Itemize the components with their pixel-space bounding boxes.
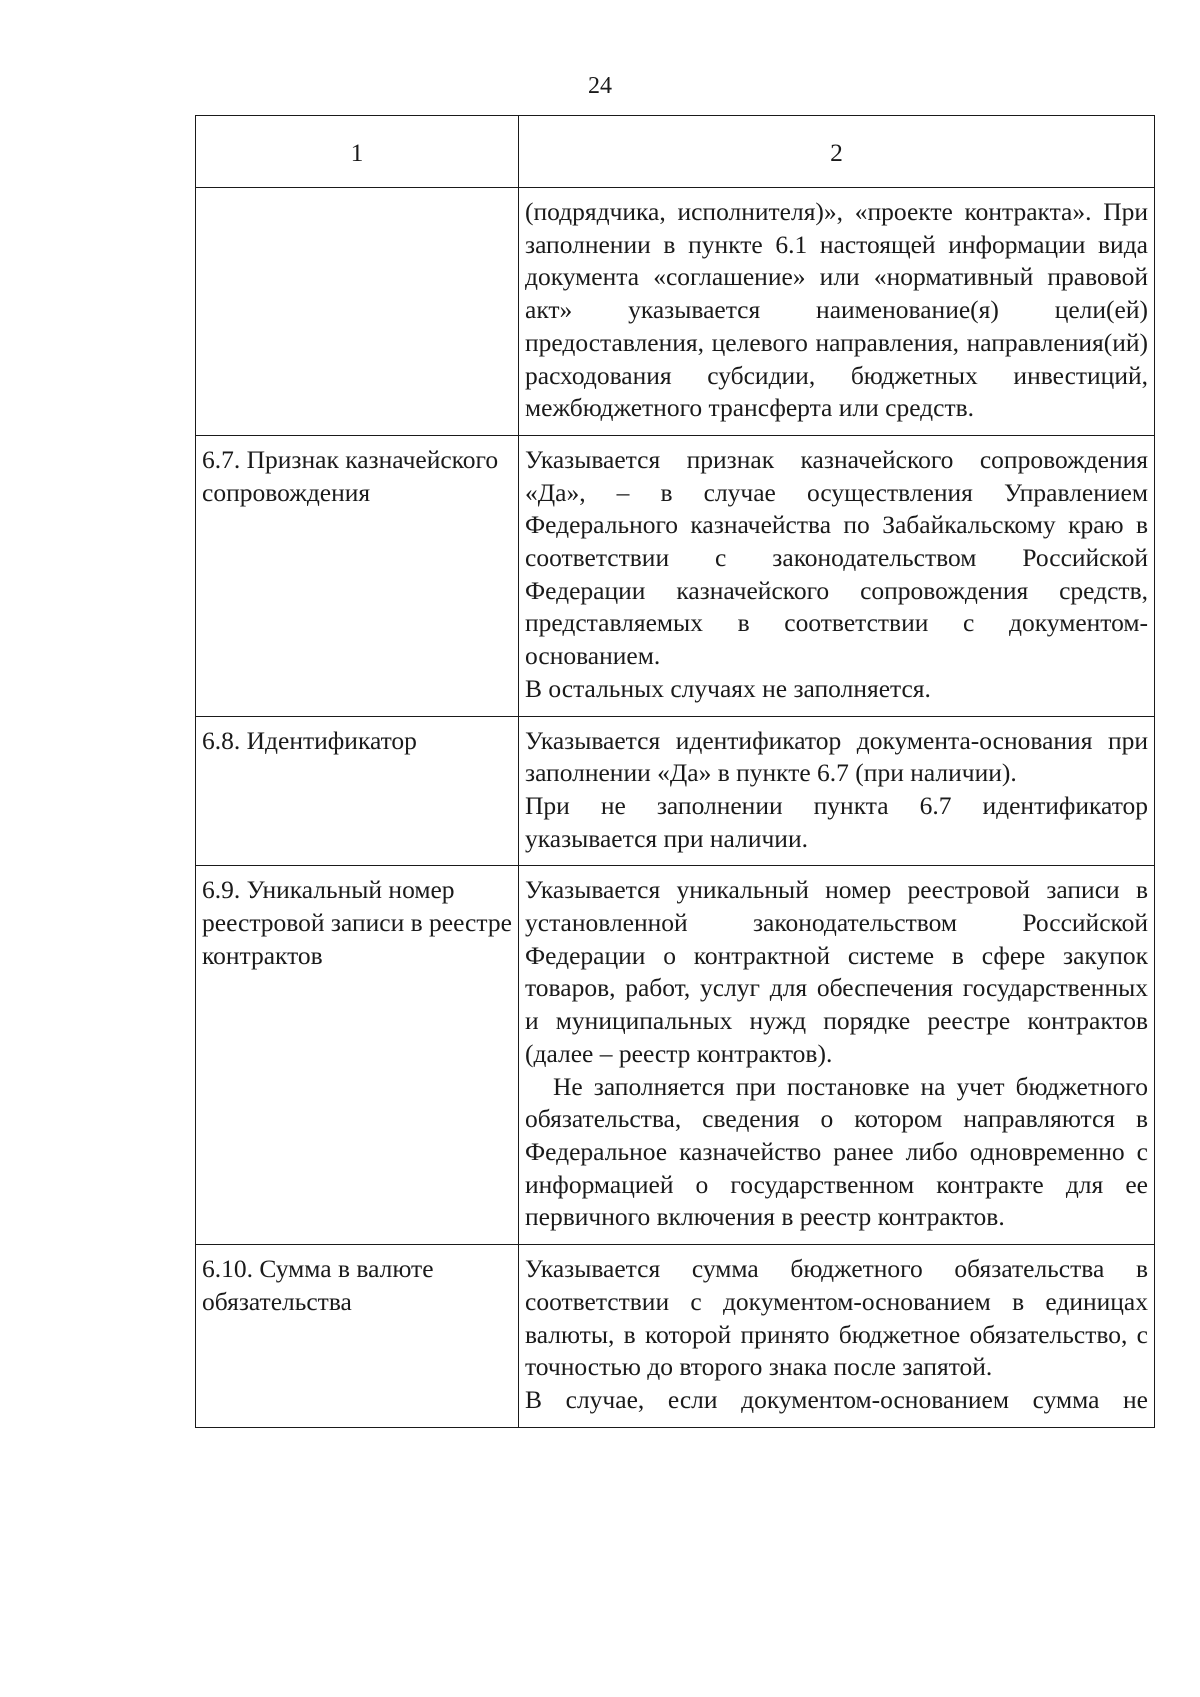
description-paragraph: (подрядчика, исполнителя)», «проекте контракта». При заполнении в пункте 6.1 настоящей информации вида документа «соглашение» или «нормативный правовой акт» указывается наименование(я) цели(ей) предоставления, целевого направления, направления(ий) расходования субсидии, бюджетных инвестиций, межбюджетного трансферта или средств. (525, 197, 1148, 423)
description-paragraph: В случае, если документом-основанием сумма не (525, 1384, 1148, 1414)
row-label: 6.7. Признак казначейского сопровождения (196, 435, 519, 716)
table-row (196, 716, 1155, 866)
row-description (519, 435, 1155, 716)
row-label: 6.8. Идентификатор (196, 716, 519, 866)
row-label: 6.9. Уникальный номер реестровой записи в реестре контрактов (196, 866, 519, 1245)
description-paragraph: Указывается идентификатор документа-основания при заполнении «Да» в пункте 6.7 (при наличии). (525, 725, 1148, 788)
column-header-1: 1 (196, 116, 519, 188)
row-description (519, 1245, 1155, 1428)
description-paragraph: Указывается сумма бюджетного обязательства в соответствии с документом-основанием в единицах валюты, в которой принято бюджетное обязательство, с точностью до второго знака после запятой. (525, 1254, 1148, 1382)
description-paragraph: Не заполняется при постановке на учет бюджетного обязательства, сведения о котором направляются в Федеральное казначейство ранее либо одновременно с информацией о государственном контракте для ее первичного включения в реестр контрактов. (525, 1071, 1148, 1232)
row-description (519, 716, 1155, 866)
row-label: 6.10. Сумма в валюте обязательства (196, 1245, 519, 1428)
page-number: 24 (588, 73, 612, 99)
description-paragraph: При не заполнении пункта 6.7 идентификатор указывается при наличии. (525, 790, 1148, 853)
row-description (519, 866, 1155, 1245)
description-paragraph: Указывается уникальный номер реестровой записи в установленной законодательством Российской Федерации о контрактной системе в сфере закупок товаров, работ, услуг для обеспечения государственных и муниципальных нужд порядке реестре контрактов (далее – реестр контрактов). (525, 875, 1148, 1068)
table-row (196, 866, 1155, 1245)
row-description (519, 188, 1155, 436)
table-header-row (196, 116, 1155, 188)
description-paragraph: Указывается признак казначейского сопровождения «Да», – в случае осуществления Управлением Федерального казначейства по Забайкальскому краю в соответствии с законодательством Российской Федерации казначейского сопровождения средств, представляемых в соответствии с документом-основанием. (525, 444, 1148, 671)
table-row (196, 188, 1155, 436)
column-header-2: 2 (519, 116, 1155, 188)
description-paragraph: В остальных случаях не заполняется. (525, 673, 931, 703)
table-row (196, 435, 1155, 716)
table-row (196, 1245, 1155, 1428)
row-label (196, 188, 519, 436)
document-table (195, 115, 1155, 1428)
